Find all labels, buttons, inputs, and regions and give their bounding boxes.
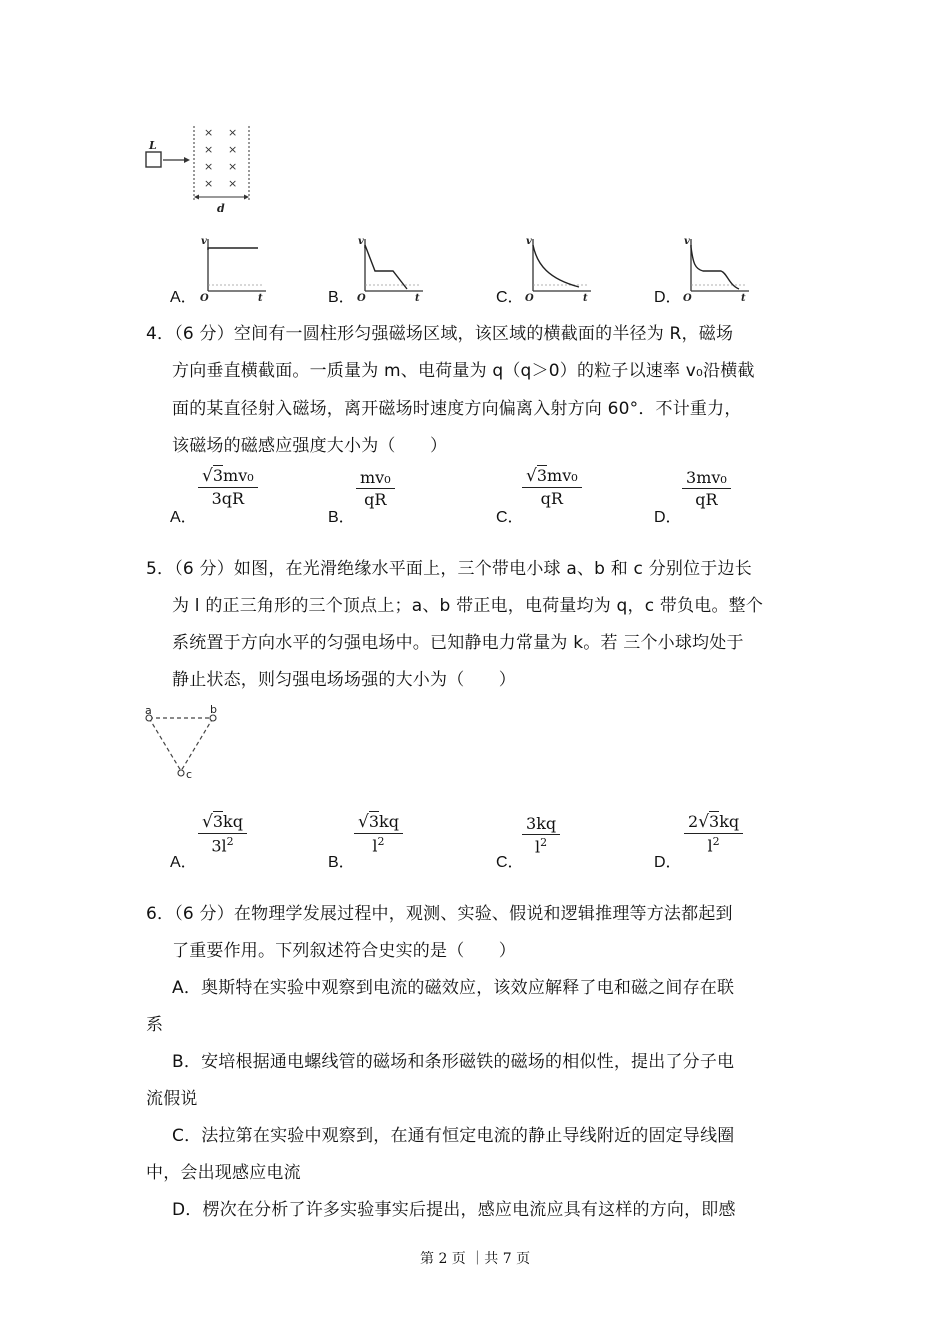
q6-option-a-line-1[interactable]: A．奥斯特在实验中观察到电流的磁效应，该效应解释了电和磁之间存在联: [172, 978, 735, 998]
q6-option-c-line-1[interactable]: C．法拉第在实验中观察到，在通有恒定电流的静止导线附近的固定导线圈: [172, 1126, 735, 1146]
v-axis-label: v: [526, 236, 532, 247]
svg-text:×: ×: [204, 143, 214, 156]
q6-option-d-line-1[interactable]: D．楞次在分析了许多实验事实后提出，感应电流应具有这样的方向，即感: [172, 1200, 736, 1220]
width-label: d: [217, 202, 225, 215]
origin-label: O: [200, 293, 209, 303]
svg-text:×: ×: [228, 160, 238, 173]
svg-text:×: ×: [228, 143, 238, 156]
q4-stem-line-4: 该磁场的磁感应强度大小为（ ）: [172, 436, 448, 456]
q6-stem-line-1: 6．（6 分）在物理学发展过程中，观测、实验、假说和逻辑推理等方法都起到: [146, 904, 733, 924]
q5-option-c-fraction: $\frac{3kq}{l^2}$: [522, 814, 560, 856]
sqrt-sign: √3: [202, 812, 224, 832]
vt-curve-b: [365, 245, 407, 289]
q5-option-d-label[interactable]: D．: [654, 854, 682, 871]
q4-option-d-label[interactable]: D．: [654, 509, 682, 526]
svg-text:×: ×: [228, 177, 238, 190]
sqrt-sign: √3: [698, 812, 720, 832]
t-axis-label: t: [258, 293, 263, 303]
v-axis-label: v: [358, 236, 364, 247]
q4-option-b-label[interactable]: B．: [328, 509, 355, 526]
q3-option-d-label[interactable]: D．: [654, 289, 682, 306]
vt-curve-d: [691, 245, 739, 289]
q5-stem-line-4: 静止状态，则匀强电场场强的大小为（ ）: [172, 670, 516, 690]
loop-field-diagram: [140, 120, 270, 220]
origin-label: O: [525, 293, 534, 303]
q5-stem-line-2: 为 l 的正三角形的三个顶点上；a、b 带正电，电荷量均为 q，c 带负电。整个: [172, 596, 764, 616]
q4-stem-line-2: 方向垂直横截面。一质量为 m、电荷量为 q（q＞0）的粒子以速率 v₀沿横截: [172, 361, 755, 381]
q6-option-b-line-1[interactable]: B．安培根据通电螺线管的磁场和条形磁铁的磁场的相似性，提出了分子电: [172, 1052, 735, 1072]
q5-option-a-label[interactable]: A．: [170, 854, 197, 871]
q5-option-c-label[interactable]: C．: [496, 854, 524, 871]
origin-label: O: [683, 293, 692, 303]
loop-label: L: [149, 139, 157, 152]
q5-option-d-fraction: $\frac{2√3kq}{l^2}$: [684, 812, 743, 855]
field-crosses: [204, 126, 237, 190]
ball-c: [178, 770, 184, 776]
triangle-charges-diagram: [142, 702, 228, 782]
q4-option-a-fraction: $\frac{\text{√3mv₀}}{3qR}$: [198, 466, 258, 508]
label-a: a: [145, 704, 152, 717]
q5-stem-line-1: 5．（6 分）如图，在光滑绝缘水平面上，三个带电小球 a、b 和 c 分别位于边长: [146, 559, 752, 579]
square-loop: [146, 152, 161, 167]
q5-option-b-fraction: $\frac{√3kq}{l^2}$: [354, 812, 403, 855]
q4-stem-line-1: 4．（6 分）空间有一圆柱形匀强磁场区域，该区域的横截面的半径为 R，磁场: [146, 324, 734, 344]
v-axis-label: v: [684, 236, 690, 247]
sqrt-sign: √3: [358, 812, 380, 832]
t-axis-label: t: [741, 293, 746, 303]
q4-option-c-fraction: $\frac{\text{√3mv₀}}{qR}$: [522, 466, 582, 508]
svg-text:×: ×: [204, 160, 214, 173]
vt-graph-d: [681, 235, 753, 303]
q4-option-b-fraction: $\frac{\text{mv₀}}{qR}$: [356, 468, 395, 509]
arrow-head: [184, 157, 190, 163]
vt-curve-a: [208, 248, 258, 250]
q6-option-c-line-2[interactable]: 中，会出现感应电流: [146, 1163, 301, 1183]
origin-label: O: [357, 293, 366, 303]
vt-graph-c: [523, 235, 595, 303]
sqrt-sign: √3: [526, 466, 548, 486]
label-c: c: [186, 768, 193, 781]
vt-curve-c: [533, 245, 579, 287]
q5-option-a-fraction: $\frac{√3kq}{3l^2}$: [198, 812, 247, 855]
q3-option-a-label[interactable]: A．: [170, 289, 197, 306]
q6-option-a-line-2[interactable]: 系: [146, 1015, 164, 1035]
q4-stem-line-3: 面的某直径射入磁场，离开磁场时速度方向偏离入射方向 60°．不计重力，: [172, 399, 742, 419]
vt-graph-a: [198, 235, 270, 303]
vt-graph-b: [355, 235, 427, 303]
q3-option-c-label[interactable]: C．: [496, 289, 524, 306]
q4-option-a-label[interactable]: A．: [170, 509, 197, 526]
q3-option-b-label[interactable]: B．: [328, 289, 355, 306]
q6-option-b-line-2[interactable]: 流假说: [146, 1089, 198, 1109]
q5-option-b-label[interactable]: B．: [328, 854, 355, 871]
page-footer: 第 2 页 ｜共 7 页: [420, 1251, 531, 1267]
svg-text:×: ×: [204, 177, 214, 190]
t-axis-label: t: [415, 293, 420, 303]
label-b: b: [210, 703, 217, 716]
q4-option-c-label[interactable]: C．: [496, 509, 524, 526]
q6-stem-line-2: 了重要作用。下列叙述符合史实的是（ ）: [172, 941, 516, 961]
svg-text:×: ×: [204, 126, 214, 139]
q4-option-d-fraction: $\frac{\text{3mv₀}}{qR}$: [682, 468, 731, 509]
t-axis-label: t: [583, 293, 588, 303]
svg-text:×: ×: [228, 126, 238, 139]
sqrt-sign: √3: [202, 466, 224, 486]
q5-stem-line-3: 系统置于方向水平的匀强电场中。已知静电力常量为 k。若 三个小球均处于: [172, 633, 744, 653]
v-axis-label: v: [201, 236, 207, 247]
